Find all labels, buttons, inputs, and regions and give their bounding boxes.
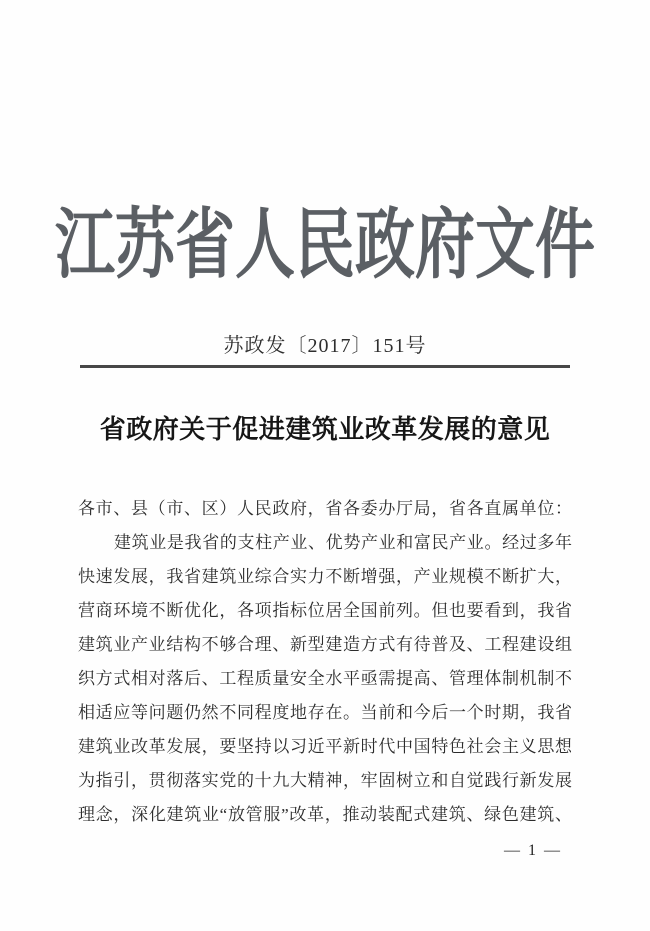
masthead-divider: [80, 365, 570, 368]
document-title: 省政府关于促进建筑业改革发展的意见: [99, 415, 551, 444]
body-text-line: 为指引，贯彻落实党的十九大精神，牢固树立和自觉践行新发展: [78, 771, 572, 790]
document-number: 苏政发〔2017〕151号: [223, 335, 427, 357]
body-text-line: 建筑业产业结构不够合理、新型建造方式有待普及、工程建设组: [78, 635, 572, 654]
masthead-title: 江苏省人民政府文件: [55, 203, 595, 288]
body-text-line: 建筑业是我省的支柱产业、优势产业和富民产业。经过多年: [114, 533, 572, 552]
body-text-line: 营商环境不断优化，各项指标位居全国前列。但也要看到，我省: [78, 601, 572, 620]
body-text-line: 相适应等问题仍然不同程度地存在。当前和今后一个时期，我省: [78, 703, 572, 722]
salutation-line: 各市、县（市、区）人民政府，省各委办厅局，省各直属单位：: [78, 499, 572, 518]
body-text-line: 织方式相对落后、工程质量安全水平亟需提高、管理体制机制不: [78, 669, 572, 688]
page-number: — 1 —: [504, 842, 562, 859]
document-body: [78, 492, 572, 832]
body-text-line: 快速发展，我省建筑业综合实力不断增强，产业规模不断扩大，: [78, 567, 572, 586]
body-text-line: 理念，深化建筑业“放管服”改革，推动装配式建筑、绿色建筑、: [78, 805, 572, 824]
body-text-line: 建筑业改革发展，要坚持以习近平新时代中国特色社会主义思想: [78, 737, 572, 756]
